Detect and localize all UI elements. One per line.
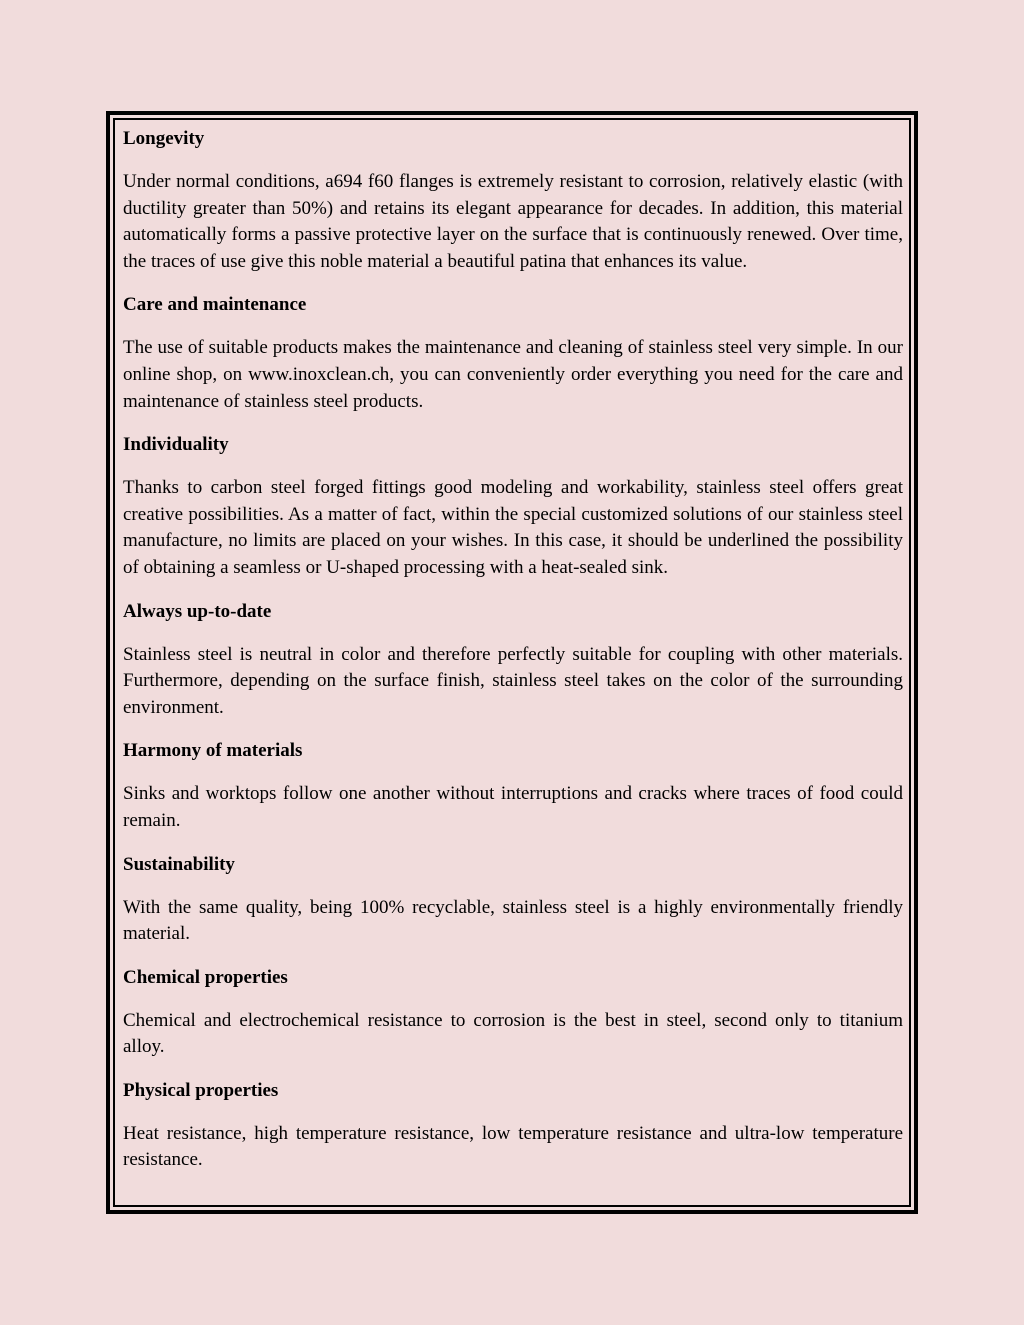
section-heading: Longevity xyxy=(123,128,205,149)
section-heading: Harmony of materials xyxy=(123,740,303,762)
section-harmony-of-materials xyxy=(123,738,903,834)
section-heading: Individuality xyxy=(123,434,229,456)
section-paragraph: Sinks and worktops follow one another without interruptions and cracks where traces of food could remain. xyxy=(123,783,903,831)
section-paragraph: With the same quality, being 100% recyclable, stainless steel is a highly environmentally friendly material. xyxy=(123,896,903,945)
document-frame xyxy=(106,111,918,1214)
section-individuality xyxy=(123,432,903,581)
document-content xyxy=(113,118,911,1207)
section-heading: Sustainability xyxy=(123,853,235,875)
section-always-up-to-date xyxy=(123,599,903,722)
section-care-and-maintenance xyxy=(123,292,903,415)
section-physical-properties xyxy=(123,1078,903,1174)
section-paragraph: Chemical and electrochemical resistance to corrosion is the best in steel, second only to titanium alloy. xyxy=(123,1009,903,1058)
section-heading: Always up-to-date xyxy=(123,600,272,622)
section-sustainability xyxy=(123,852,903,948)
section-paragraph: Under normal conditions, a694 f60 flanges is extremely resistant to corrosion, relatively elastic (with ductility greater than 50%) and retains its elegant appearance for decades. In addition, this material automatically forms a passive protective layer on the surface that is continuously renewed. Over time, the traces of use give this noble material a beautiful patina that enhances its value. xyxy=(123,171,903,272)
section-paragraph: The use of suitable products makes the maintenance and cleaning of stainless steel very simple. In our online shop, on www.inoxclean.ch, you can conveniently order everything you need for the care and maintenance of stainless steel products. xyxy=(123,337,903,412)
section-paragraph: Heat resistance, high temperature resistance, low temperature resistance and ultra-low temperature resistance. xyxy=(123,1122,903,1171)
section-heading: Chemical properties xyxy=(123,966,288,988)
section-chemical-properties xyxy=(123,965,903,1061)
section-heading: Physical properties xyxy=(123,1079,279,1101)
section-paragraph: Stainless steel is neutral in color and therefore perfectly suitable for coupling with other materials. Furthermore, depending on the surface finish, stainless steel takes on the color of the surrounding environment. xyxy=(123,643,903,718)
section-paragraph: Thanks to carbon steel forged fittings good modeling and workability, stainless steel offers great creative possibilities. As a matter of fact, within the special customized solutions of our stainless steel manufacture, no limits are placed on your wishes. In this case, it should be underlined the possibility of obtaining a seamless or U-shaped processing with a heat-sealed sink. xyxy=(123,477,903,578)
section-longevity xyxy=(123,126,903,275)
section-heading: Care and maintenance xyxy=(123,294,307,316)
